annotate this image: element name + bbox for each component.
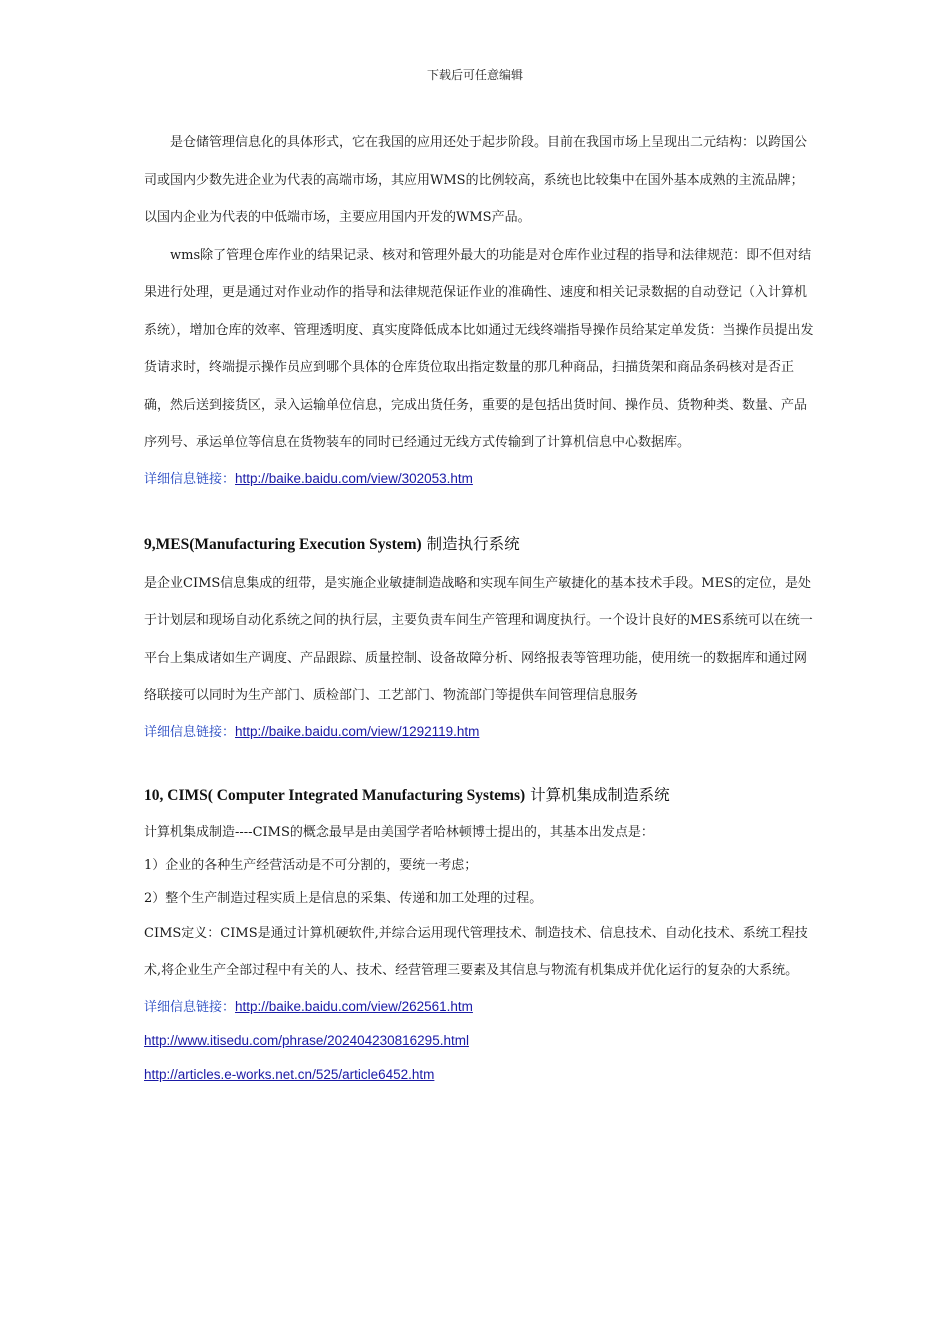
cims-eworks-link[interactable]: http://articles.e-works.net.cn/525/article6452.htm [144,1066,435,1082]
cims-definition: CIMS定义：CIMS是通过计算机硬软件,并综合运用现代管理技术、制造技术、信息技术、自动化技术、系统工程技术,将企业生产全部过程中有关的人、技术、经营管理三要素及其信息与物流有机集成并优化运行的复杂的大系统。 [144,925,808,978]
cims-link-line-3 [144,1058,816,1092]
cims-point-1: 1）企业的各种生产经营活动是不可分割的，要统一考虑； [144,857,478,873]
mes-heading-cn: 制造执行系统 [421,534,520,553]
section-gap [144,496,816,524]
mes-paragraph: 是企业CIMS信息集成的纽带，是实施企业敏捷制造战略和实现车间生产敏捷化的基本技术手段。MES的定位，是处于计划层和现场自动化系统之间的执行层，主要负责车间生产管理和调度执行。一个设计良好的MES系统可以在统一平台上集成诸如生产调度、产品跟踪、质量控制、设备故障分析、网络报表等管理功能，使用统一的数据库和通过网络联接可以同时为生产部门、质检部门、工艺部门、物流部门等提供车间管理信息服务 [144,575,813,703]
mes-link-label: 详细信息链接： [144,724,236,740]
wms-paragraph-1: 是仓储管理信息化的具体形式，它在我国的应用还处于起步阶段。目前在我国市场上呈现出二元结构：以跨国公司或国内少数先进企业为代表的高端市场，其应用WMS的比例较高，系统也比较集中在国外基本成熟的主流品牌；以国内企业为代表的中低端市场，主要应用国内开发的WMS产品。 [144,135,808,225]
cims-itisedu-link[interactable]: http://www.itisedu.com/phrase/202404230816295.html [144,1032,469,1048]
mes-baike-link[interactable]: http://baike.baidu.com/view/1292119.htm [235,723,480,739]
cims-link-label: 详细信息链接： [144,999,236,1015]
wms-link-line [144,462,816,496]
mes-heading [144,524,816,565]
cims-link-line-1 [144,990,816,1024]
cims-baike-link[interactable]: http://baike.baidu.com/view/262561.htm [235,998,473,1014]
page-header: 下载后可任意编辑 [426,68,523,82]
cims-heading [144,775,816,816]
document-body [144,124,816,1092]
mes-heading-en: 9,MES(Manufacturing Execution System) [144,535,422,553]
section-gap [144,749,816,775]
wms-link-label: 详细信息链接： [144,471,236,487]
wms-baike-link[interactable]: http://baike.baidu.com/view/302053.htm [235,470,473,486]
wms-paragraph-2: wms除了管理仓库作业的结果记录、核对和管理外最大的功能是对仓库作业过程的指导和法律规范：即不但对结果进行处理，更是通过对作业动作的指导和法律规范保证作业的准确性、速度和相关记录数据的自动登记（入计算机系统），增加仓库的效率、管理透明度、真实度降低成本比如通过无线终端指导操作员给某定单发货：当操作员提出发货请求时，终端提示操作员应到哪个具体的仓库货位取出指定数量的那几种商品，扫描货架和商品条码核对是否正确，然后送到接货区，录入运输单位信息，完成出货任务，重要的是包括出货时间、操作员、货物种类、数量、产品序列号、承运单位等信息在货物装车的同时已经通过无线方式传输到了计算机信息中心数据库。 [144,247,814,450]
mes-link-line [144,715,816,749]
cims-intro-line: 计算机集成制造----CIMS的概念最早是由美国学者哈林顿博士提出的，其基本出发点是： [144,824,654,840]
cims-heading-en: 10, CIMS( Computer Integrated Manufacturing Systems) [144,786,526,804]
cims-heading-cn: 计算机集成制造系统 [525,785,670,804]
cims-link-line-2 [144,1024,816,1058]
cims-point-2: 2）整个生产制造过程实质上是信息的采集、传递和加工处理的过程。 [144,890,543,906]
